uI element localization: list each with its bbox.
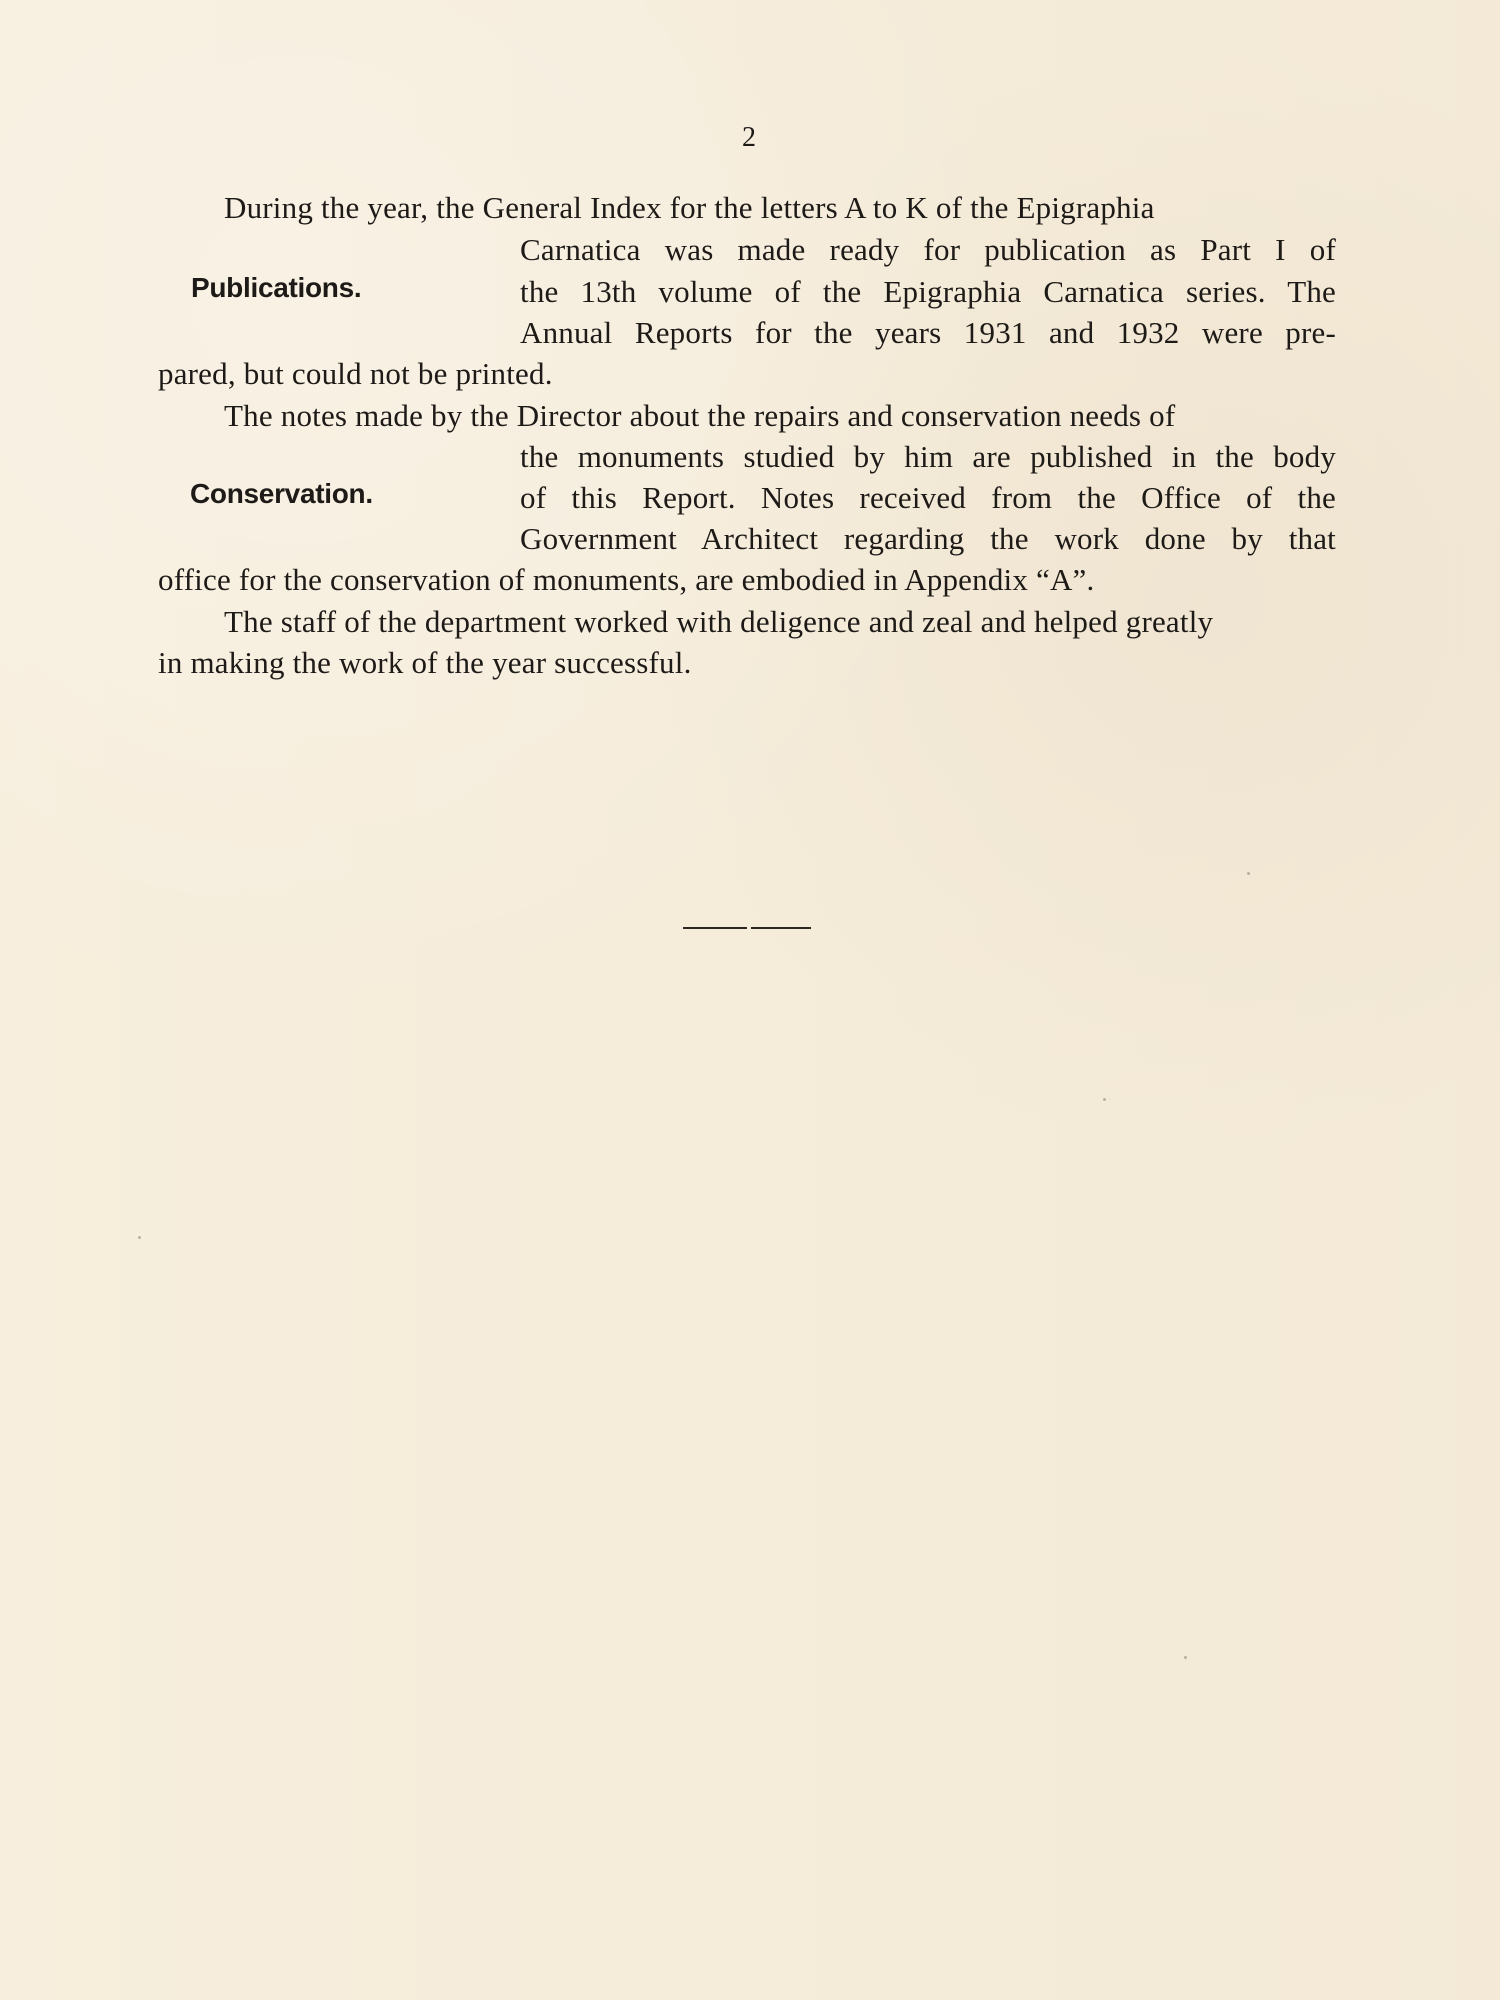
- conservation-line-5: office for the conservation of monuments, are embodied in Appendix “A”.: [158, 562, 1095, 597]
- page-number: 2: [742, 122, 756, 153]
- publications-heading: Publications.: [191, 272, 362, 303]
- publications-line-5: pared, but could not be printed.: [158, 356, 553, 391]
- conservation-line-3: of this Report. Notes received from the Office of the: [520, 480, 1336, 515]
- closing-line-2: in making the work of the year successful.: [158, 645, 692, 680]
- paper-speck: [1184, 1656, 1187, 1659]
- publications-line-1: During the year, the General Index for the letters A to K of the Epigraphia: [224, 190, 1155, 225]
- paper-speck: [138, 1236, 141, 1239]
- conservation-line-4: Government Architect regarding the work done by that: [520, 521, 1336, 556]
- conservation-heading: Conservation.: [190, 478, 373, 509]
- publications-line-2: Carnatica was made ready for publication as Part I of: [520, 232, 1336, 267]
- section-divider: [683, 927, 811, 929]
- publications-line-4: Annual Reports for the years 1931 and 1932 were pre-: [520, 315, 1336, 350]
- closing-line-1: The staff of the department worked with deligence and zeal and helped greatly: [224, 604, 1214, 639]
- paper-speck: [1247, 872, 1250, 875]
- paper-speck: [1103, 1098, 1106, 1101]
- publications-line-3: the 13th volume of the Epigraphia Carnatica series. The: [520, 274, 1336, 309]
- conservation-line-2: the monuments studied by him are published in the body: [520, 439, 1336, 474]
- conservation-line-1: The notes made by the Director about the repairs and conservation needs of: [224, 398, 1176, 433]
